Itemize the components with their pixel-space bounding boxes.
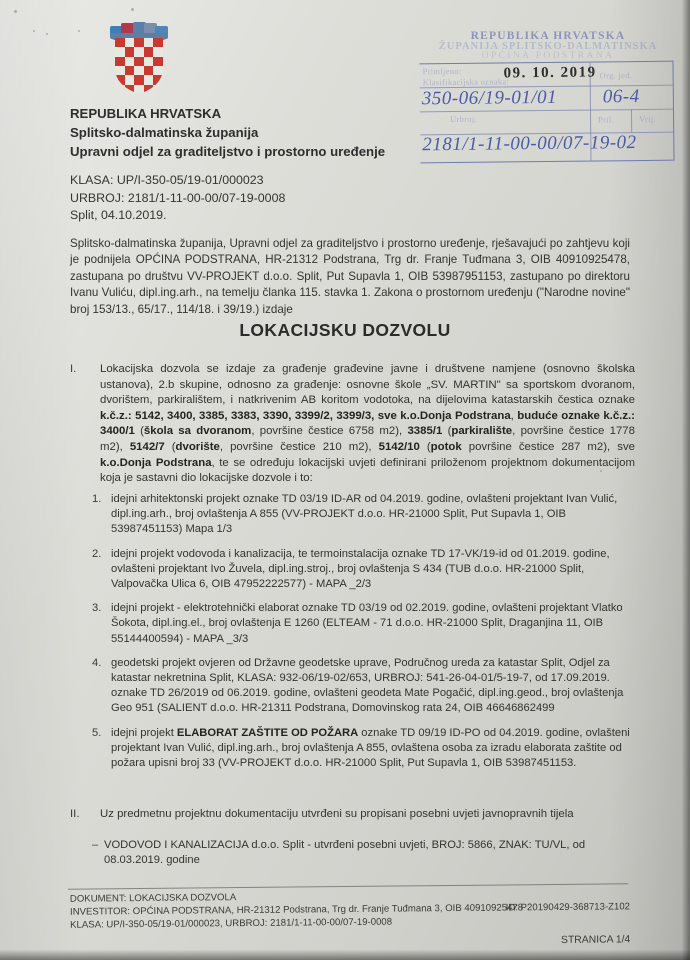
list-item: [92, 726, 637, 772]
section-i: [70, 362, 635, 487]
stamp-label-prilog: Pril.: [598, 114, 615, 125]
list-item-text: idejni projekt - elektrotehnički elaborat oznake TD 03/19 od 02.2019. godine, ovlašteni projektant Vlatko Šokota, dipl.ing.el., broj ovlaštenja E 1260 (ELTEAM - 71 d.o.o. HR-21000 Split, Draganjina 11, OIB 55144400594) - MAPA _3/3: [111, 602, 623, 645]
reference-block: [70, 172, 285, 225]
croatian-coat-of-arms-icon: [108, 22, 170, 100]
section-i-f1-rest: , površine čestice 6758 m2),: [251, 425, 408, 438]
stamp-label-primljeno: Primljeno:: [422, 65, 462, 77]
list-item-number: 5.: [92, 726, 102, 739]
section-i-f4-parcel: 5142/10: [378, 440, 420, 453]
list-item-number: 2.: [92, 547, 102, 560]
bullet-dash: –: [92, 839, 99, 851]
section-i-f2-rest: , površine čestice 1778 m2),: [100, 425, 635, 453]
list-item-text: geodetski projekt ovjeren od Državne geodetske uprave, Područnog ureda za katastar Split, Odjel za katastar nekretnina Split, KLASA: 932-06/19-02/653, URBROJ: 541-26-04-01/5-19-7, od 17.09.2019. oznake TD 26/2019 od 06.2019. godine, ovlašteni geodeta Mate Pogačić, dipl.ing.geod., broj ovlaštenja Geo 951 (SALIENT d.o.o. HR-21311 Podstrana, Domovinskog rata 24, OIB 46646862499: [111, 656, 624, 715]
footer-document: DOKUMENT: LOKACIJSKA DOZVOLA: [69, 892, 237, 905]
list-item: [92, 492, 637, 538]
list-item-text: idejni projekt vodovoda i kanalizacija, te termoinstalacija oznake TD 17-VK/19-id od 01.2019. godine, ovlašteni projektant Ivo Žuvela, dipl.ing.stroj., broj ovlaštenja S 434 (TUB d.o.o. HR-21000 Split, Valpovačka Ulica 6, OIB 47952222577) - MAPA _2/3: [111, 547, 610, 591]
footer-document-id: ID: P20190429-368713-Z102: [505, 901, 631, 914]
section-i-sep-1: ,: [510, 409, 518, 422]
letterhead-line-department: Upravni odjel za graditeljstvo i prostorno uređenje: [70, 144, 386, 159]
section-i-parcels-current: k.č.z.: 5142, 3400, 3385, 3383, 3390, 3399/2, 3399/3, sve k.o.Donja Podstrana: [100, 409, 511, 422]
paper-speck: [46, 33, 48, 35]
section-i-f3-use: dvorište: [175, 440, 220, 453]
section-ii-numeral: II.: [70, 808, 80, 820]
section-i-f2-open: (: [442, 425, 452, 438]
list-item-text: [111, 726, 637, 772]
section-i-f1-use: škola sa dvoranom: [143, 425, 252, 438]
page-edge-shadow-bottom: [0, 950, 690, 960]
reference-klasa: KLASA: UP/I-350-05/19-01/000023: [70, 173, 264, 187]
list-item-number: 3.: [92, 602, 102, 615]
list-item-number: 1.: [92, 493, 102, 505]
list-item-number: 4.: [92, 656, 102, 669]
section-i-f4-open: (: [419, 440, 431, 453]
reference-urbroj: URBROJ: 2181/1-11-00-00/07-19-0008: [70, 190, 286, 205]
section-i-intro: Lokacijska dozvola se izdaje za građenje građevine javne i društvene namjene (osnovno školska ustanova), 2.b skupine, odnosno za građenje: osnovne škole „SV. MARTIN" sa sportskom dvoranom, dvorištem, parkiralištem, i natkrivenim AB koritom vodotoka, na dijelovima katastarskih čestica oznake: [100, 363, 635, 407]
paper-speck: [33, 30, 35, 32]
stamp-label-org-jed: Org. jed.: [599, 70, 633, 81]
letterhead: [70, 104, 490, 161]
stamp-header-line2: ŽUPANIJA SPLITSKO-DALMATINSKA: [438, 41, 658, 52]
section-i-text: [100, 362, 635, 487]
list-item-text-prefix: idejni projekt: [111, 726, 177, 739]
stamp-label-urbroj: Urbroj:: [450, 113, 478, 125]
section-i-f3-rest: , površine čestice 210 m2),: [219, 440, 379, 453]
section-i-cadastral-municipality: k.o.Donja Podstrana: [100, 456, 212, 469]
section-i-f2-use: parkiralište: [451, 425, 513, 438]
section-i-future-label: buduće oznake k.č.z.: 3400/1: [100, 409, 635, 438]
stamp-handwriting-org-jed: 06-4: [602, 86, 640, 108]
section-ii: [70, 807, 635, 823]
coat-shield: [115, 38, 163, 94]
section-i-f3-parcel: 5142/7: [129, 440, 165, 453]
section-i-f1-open: (: [134, 425, 144, 438]
section-i-f2-parcel: 3385/1: [407, 425, 443, 438]
footer-investor: INVESTITOR: OPĆINA PODSTRANA, HR-21312 Podstrana, Trg dr. Franje Tuđmana 3, OIB 40910925478: [69, 902, 524, 918]
page-edge-shadow-right: [682, 0, 690, 960]
footer: [69, 887, 632, 946]
section-i-numeral: I.: [70, 363, 77, 375]
list-item: [92, 547, 637, 593]
stamp-date-received: 09. 10. 2019: [503, 64, 597, 82]
paper-speck: [14, 10, 17, 13]
list-item-text-suffix: oznake TD 09/19 ID-PO od 04.2019. godine, ovlašteni projektant Ivan Vulić, dipl.ing.arh., broj ovlaštenja A 855, ovlaštena osoba za izradu elaborata zaštite od požara upisni broj 33 (VV-PROJEKT d.o.o. HR-21000 Split, Put Supavla 1, OIB 53987451153.: [111, 726, 630, 770]
section-i-f4-use: potok: [430, 440, 462, 453]
intro-paragraph: Splitsko-dalmatinska županija, Upravni odjel za graditeljstvo i prostorno uređenje, rješavajući po zahtjevu koji je podnijela OPĆINA PODSTRANA, HR-21312 Podstrana, Trg dr. Franje Tuđmana 3, OIB 40910925478, zastupana po društvu VV-PROJEKT d.o.o. Split, Put Supavla 1, OIB 53987951153, zastupano po direktoru Ivanu Vuliću, dipl.ing.arh., na temelju članka 115. stavka 1. Zakona o prostornom uređenju ("Narodne novine" broj 153/13., 65/17., 114/18. i 39/19.) izdaje: [70, 237, 630, 316]
section-i-f4-rest: površine čestice 287 m2), sve: [461, 440, 635, 453]
stamp-handwriting-klasa: 350-06/19-01/01: [421, 86, 558, 110]
list-item: [92, 656, 637, 717]
paper-speck: [131, 8, 134, 11]
section-ii-text: Uz predmetnu projektnu dokumentaciju utvrđeni su propisani posebni uvjeti javnopravnih tijela: [100, 808, 574, 820]
reference-place-date: Split, 04.10.2019.: [70, 208, 167, 222]
paper-speck: [78, 30, 80, 32]
footer-page-number: STRANICA 1/4: [560, 934, 631, 946]
stamp-label-klasifikacijska: Klasifikacijska oznaka:: [422, 76, 510, 88]
list-item: [92, 601, 637, 647]
project-documentation-list: [92, 492, 637, 780]
section-i-tail: , te se određuju lokacijski uvjeti definirani priloženom projektnom dokumentacijom koja je sastavni dio lokacijske dozvole i to:: [100, 456, 635, 485]
letterhead-line-county: Splitsko-dalmatinska županija: [70, 125, 259, 140]
list-item-text-emphasis: ELABORAT ZAŠTITE OD POŽARA: [176, 726, 359, 739]
stamp-header-line1: REPUBLIKA HRVATSKA: [470, 30, 626, 42]
section-i-f3-open: (: [164, 440, 176, 453]
list-item-text: idejni arhitektonski projekt oznake TD 03/19 ID-AR od 04.2019. godine, ovlašteni projektant Ivan Vulić, dipl.ing.arh., broj ovlaštenja A 855 (VV-PROJEKT d.o.o. HR-21000 Split, Put Supavla 1, OIB 53987451153) Mapa 1/3: [111, 493, 618, 536]
coat-crown: [110, 22, 168, 39]
footer-reference: KLASA: UP/I-350-05/19-01/000023, URBROJ: 2181/1-11-00-00/07-19-0008: [70, 917, 393, 932]
letterhead-line-republic: REPUBLIKA HRVATSKA: [70, 106, 222, 121]
stamp-header-line3: OPĆINA PODSTRANA: [481, 51, 615, 61]
stamp-label-vrij: Vrij.: [639, 113, 656, 125]
special-conditions-item: [92, 838, 637, 868]
stamp-header: [420, 30, 676, 61]
page-title: LOKACIJSKU DOZVOLU: [239, 320, 451, 340]
special-conditions-text: VODOVOD I KANALIZACIJA d.o.o. Split - utvrđeni posebni uvjeti, BROJ: 5866, ZNAK: TU/VL, od 08.03.2019. godine: [104, 839, 586, 867]
stamp-handwriting-urbroj: 2181/1-11-00-00/07-19-02: [422, 132, 637, 156]
